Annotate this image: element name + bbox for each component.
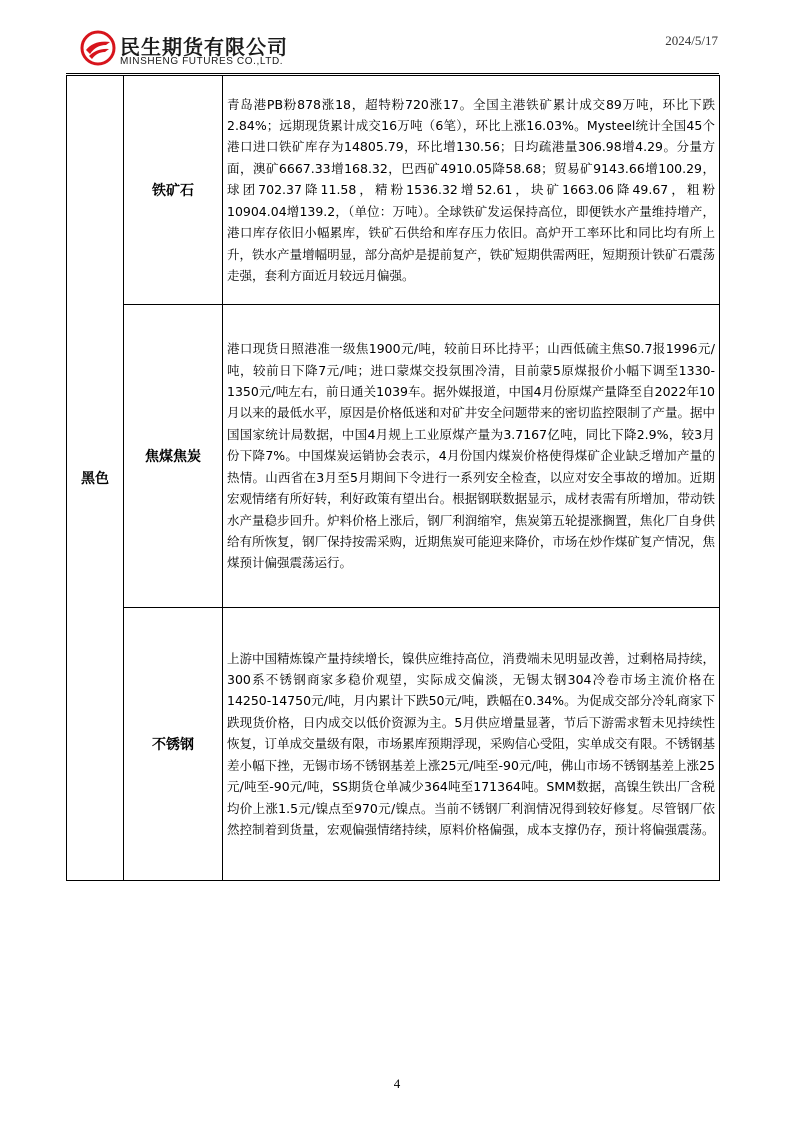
company-logo-icon [80, 30, 116, 66]
commodity-analysis: 青岛港PB粉878涨18，超特粉720涨17。全国主港铁矿累计成交89万吨，环比下跌2.84%；远期现货累计成交16万吨（6笔），环比上涨16.03%。Mysteel统计全国45个港口进口铁矿库存为14805.79，环比增130.56；日均疏港量306.98增4.29。分量方面，澳矿6667.33增168.32，巴西矿4910.05降58.68；贸易矿9143.66增100.29，球团702.37降11.58，精粉1536.32增52.61，块矿1663.06降49.67，粗粉10904.04增139.2，（单位：万吨）。全球铁矿发运保持高位，即便铁水产量维持增产，港口库存依旧小幅累库，铁矿石供给和库存压力依旧。高炉开工率环比和同比均有所上升，铁水产量增幅明显，部分高炉是提前复产，铁矿短期供需两旺，短期预计铁矿石震荡走强，套利方面近月较远月偏强。 [223, 76, 720, 305]
commodity-name: 铁矿石 [124, 76, 223, 305]
table-row [67, 608, 720, 881]
commodity-table [66, 75, 720, 881]
commodity-analysis: 港口现货日照港准一级焦1900元/吨，较前日环比持平；山西低硫主焦S0.7报1996元/吨，较前日下降7元/吨；进口蒙煤交投氛围冷清，目前蒙5原煤报价小幅下调至1330-1350元/吨左右，前日通关1039车。据外媒报道，中国4月份原煤产量降至自2022年10月以来的最低水平，原因是价格低迷和对矿井安全问题带来的密切监控限制了产量。据中国国家统计局数据，中国4月规上工业原煤产量为3.7167亿吨，同比下降2.9%，较3月份下降7%。中国煤炭运销协会表示，4月份国内煤炭价格使得煤矿企业缺乏增加产量的热情。山西省在3月至5月期间下令进行一系列安全检查，以应对安全事故的增加。近期宏观情绪有所好转，利好政策有望出台。根据钢联数据显示，成材表需有所增加，带动铁水产量稳步回升。炉料价格上涨后，钢厂利润缩窄，焦炭第五轮提涨搁置，焦化厂自身供给有所恢复，钢厂保持按需采购，近期焦炭可能迎来降价，市场在炒作煤矿复产情况，焦煤预计偏强震荡运行。 [223, 305, 720, 608]
page-number: 4 [393, 1076, 401, 1091]
table-row [67, 76, 720, 305]
commodity-analysis: 上游中国精炼镍产量持续增长，镍供应维持高位，消费端未见明显改善，过剩格局持续， 300系不锈钢商家多稳价观望，实际成交偏淡，无锡太钢304冷卷市场主流价格在14250-14750元/吨，月内累计下跌50元/吨，跌幅在0.34%。为促成交部分冷轧商家下跌现货价格，日内成交以低价资源为主。5月供应增量显著，节后下游需求暂未见持续性恢复，订单成交量级有限，市场累库预期浮现，采购信心受阻，实单成交有限。不锈钢基差小幅下挫，无锡市场不锈钢基差上涨25元/吨至-90元/吨，佛山市场不锈钢基差上涨25元/吨至-90元/吨，SS期货仓单减少364吨至171364吨。SMM数据，高镍生铁出厂含税均价上涨1.5元/镍点至970元/镍点。当前不锈钢厂利润情况得到较好修复。尽管钢厂依然控制着到货量，宏观偏强情绪持续，原料价格偏强，成本支撑仍存，预计将偏强震荡。 [223, 608, 720, 881]
page-header [0, 0, 794, 80]
company-name-cn: 民生期货有限公司 [120, 35, 288, 59]
sector-label: 黑色 [67, 76, 124, 881]
table-row [67, 305, 720, 608]
report-date: 2024/5/17 [665, 33, 718, 48]
company-name-en: MINSHENG FUTURES CO.,LTD. [120, 56, 284, 67]
commodity-name: 不锈钢 [124, 608, 223, 881]
commodity-name: 焦煤焦炭 [124, 305, 223, 608]
header-divider [66, 73, 719, 74]
